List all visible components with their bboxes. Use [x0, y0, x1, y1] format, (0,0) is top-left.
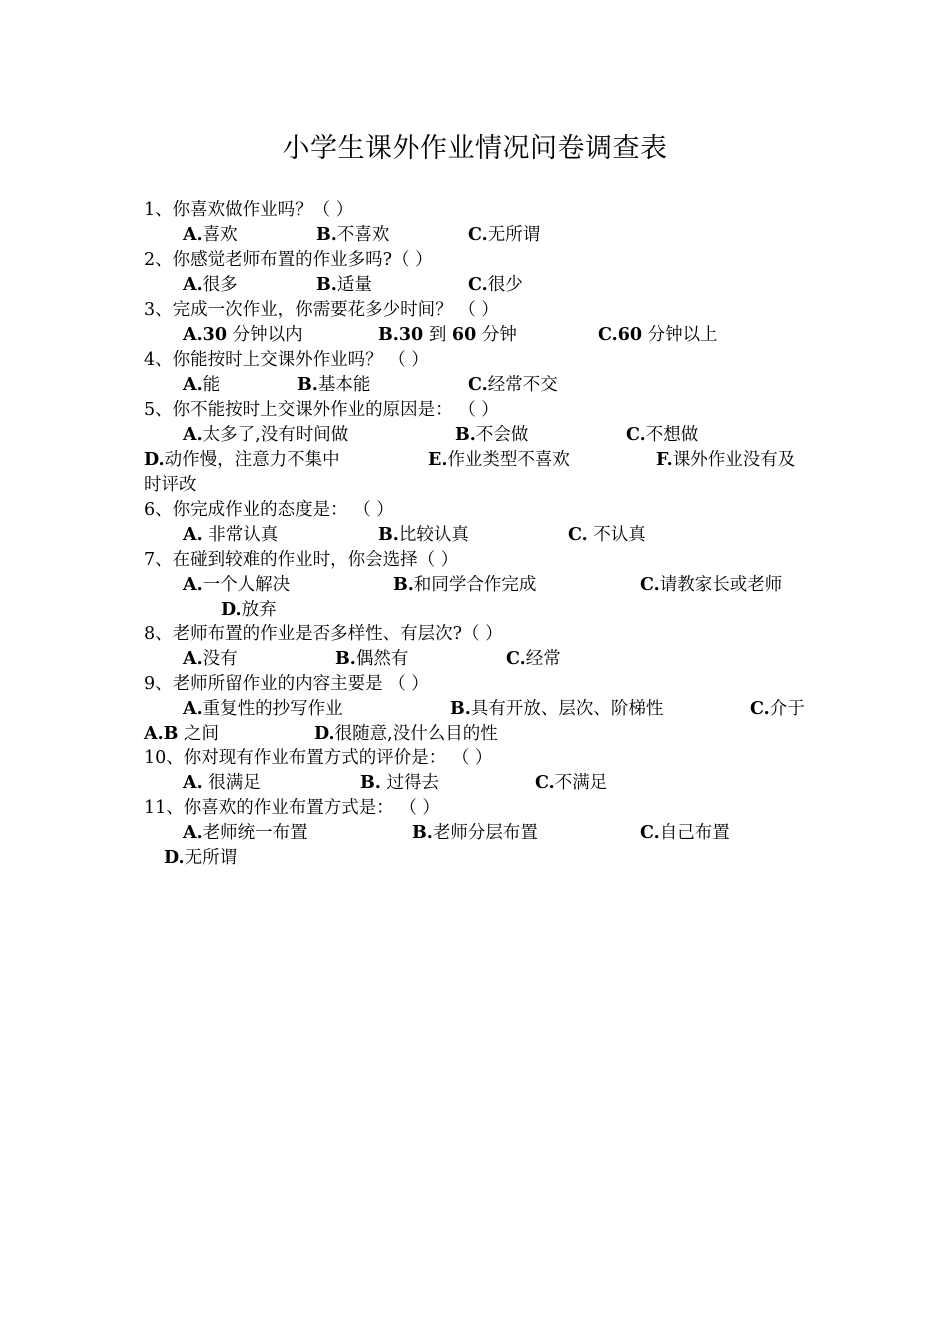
q2-option-b: B.适量 [316, 275, 372, 295]
q4-option-c: C.经常不交 [468, 375, 558, 395]
q1-option-b: B.不喜欢 [316, 225, 390, 245]
q7-option-b: B.和同学合作完成 [393, 575, 537, 595]
question-7: 7、在碰到较难的作业时，你会选择（ ） [144, 550, 459, 570]
q5-option-f-wrap: 时评改 [144, 475, 197, 495]
page-title: 小学生课外作业情况问卷调查表 [282, 133, 668, 164]
question-8: 8、老师布置的作业是否多样性、有层次?（ ） [144, 624, 503, 644]
q6-option-c: C. 不认真 [568, 525, 646, 545]
question-9: 9、老师所留作业的内容主要是 （ ） [144, 674, 429, 694]
q6-option-b: B.比较认真 [378, 525, 469, 545]
q9-option-d: D.很随意,没什么目的性 [314, 724, 498, 744]
question-5: 5、你不能按时上交课外作业的原因是： （ ） [144, 400, 499, 420]
q11-option-d: D.无所谓 [164, 848, 238, 868]
q2-option-a: A.很多 [183, 275, 238, 295]
q4-option-a: A.能 [183, 375, 221, 395]
question-1: 1、你喜欢做作业吗？（ ） [144, 200, 354, 220]
q7-option-a: A.一个人解决 [183, 575, 291, 595]
q3-option-a: A.30 分钟以内 [183, 325, 303, 345]
q5-option-c: C.不想做 [626, 425, 699, 445]
q11-option-c: C.自己布置 [640, 823, 730, 843]
q9-option-b: B.具有开放、层次、阶梯性 [450, 699, 664, 719]
q9-option-c: C.介于 [750, 699, 805, 719]
q1-option-c: C.无所谓 [468, 225, 541, 245]
q8-option-a: A.没有 [183, 649, 238, 669]
q2-option-c: C.很少 [468, 275, 523, 295]
q6-option-a: A. 非常认真 [183, 525, 279, 545]
q10-option-b: B. 过得去 [360, 773, 439, 793]
q8-option-b: B.偶然有 [335, 649, 409, 669]
q3-option-b: B.30 到 60 分钟 [378, 325, 517, 345]
question-2: 2、你感觉老师布置的作业多吗?（ ） [144, 250, 433, 270]
q5-option-a: A.太多了,没有时间做 [183, 425, 349, 445]
q10-option-a: A. 很满足 [183, 773, 261, 793]
q8-option-c: C.经常 [506, 649, 561, 669]
question-3: 3、完成一次作业，你需要花多少时间？ （ ） [144, 300, 499, 320]
q3-option-c: C.60 分钟以上 [598, 325, 718, 345]
q5-option-b: B.不会做 [455, 425, 529, 445]
q11-option-a: A.老师统一布置 [183, 823, 308, 843]
question-10: 10、你对现有作业布置方式的评价是： （ ） [144, 748, 493, 768]
q7-option-c: C.请教家长或老师 [640, 575, 783, 595]
q7-option-d: D.放弃 [221, 600, 277, 620]
question-4: 4、你能按时上交课外作业吗？ （ ） [144, 350, 429, 370]
q11-option-b: B.老师分层布置 [412, 823, 538, 843]
q10-option-c: C.不满足 [535, 773, 608, 793]
q1-option-a: A.喜欢 [183, 225, 238, 245]
q5-option-e: E.作业类型不喜欢 [428, 450, 570, 470]
q9-option-a: A.重复性的抄写作业 [183, 699, 343, 719]
q9-option-c-wrap: A.B 之间 [144, 724, 220, 744]
question-11: 11、你喜欢的作业布置方式是： （ ） [144, 798, 440, 818]
q4-option-b: B.基本能 [297, 375, 371, 395]
q5-option-d: D.动作慢，注意力不集中 [144, 450, 340, 470]
q5-option-f: F.课外作业没有及 [656, 450, 796, 470]
question-6: 6、你完成作业的态度是： （ ） [144, 500, 394, 520]
